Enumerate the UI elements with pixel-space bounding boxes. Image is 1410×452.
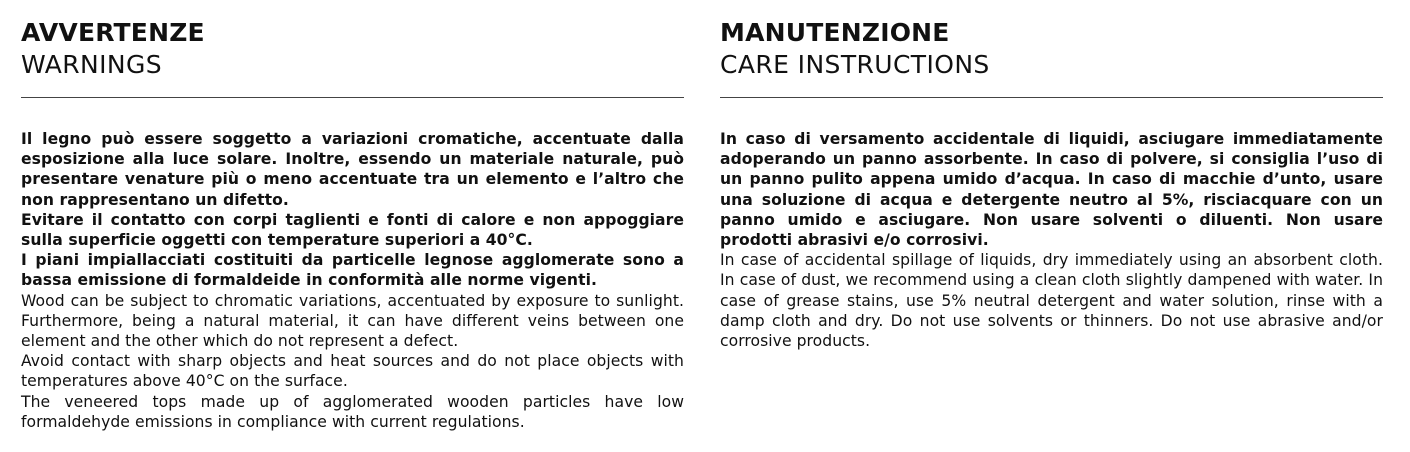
warnings-paragraph-en: Wood can be subject to chromatic variations, accentuated by exposure to sunlight. Furthermore, being a natural material, it can have different veins between one element and the other which do not represent a defect. [21,291,684,351]
warnings-body [21,129,684,432]
warnings-paragraph-en: Avoid contact with sharp objects and heat sources and do not place objects with temperatures above 40°C on the surface. [21,352,684,391]
care-body [720,129,1383,351]
warnings-section [21,18,684,431]
care-title-en: CARE INSTRUCTIONS [720,50,990,79]
care-divider [720,97,1383,98]
warnings-paragraph-it: Il legno può essere soggetto a variazioni cromatiche, accentuate dalla esposizione alla luce solare. Inoltre, essendo un materiale naturale, può presentare venature più o meno accentuate tra un elemento e l’altro che non rappresentano un difetto. [21,130,684,209]
warnings-paragraph-it: Evitare il contatto con corpi taglienti e fonti di calore e non appoggiare sulla superficie oggetti con temperature superiori a 40°C. [21,210,684,250]
care-section [720,18,1383,351]
warnings-title-it: AVVERTENZE [21,18,205,47]
warnings-title-en: WARNINGS [21,50,163,79]
care-title-it: MANUTENZIONE [720,18,950,47]
care-paragraph-en: In case of accidental spillage of liquids, dry immediately using an absorbent cloth. In case of dust, we recommend using a clean cloth slightly dampened with water. In case of grease stains, use 5% neutral detergent and water solution, rinse with a damp cloth and dry. Do not use solvents or thinners. Do not use abrasive and/or corrosive products. [720,251,1383,351]
care-paragraph-it: In caso di versamento accidentale di liquidi, asciugare immediatamente adoperando un panno assorbente. In caso di polvere, si consiglia l’uso di un panno pulito appena umido d’acqua. In caso di macchie d’unto, usare una soluzione di acqua e detergente neutro al 5%, risciacquare con un panno umido e asciugare. Non usare solventi o diluenti. Non usare prodotti abrasivi e/o corrosivi. [720,130,1383,250]
warnings-divider [21,97,684,98]
warnings-paragraph-en: The veneered tops made up of agglomerated wooden particles have low formaldehyde emissions in compliance with current regulations. [21,392,684,431]
warnings-paragraph-it: I piani impiallacciati costituiti da particelle legnose agglomerate sono a bassa emissione di formaldeide in conformità alle norme vigenti. [21,251,684,290]
